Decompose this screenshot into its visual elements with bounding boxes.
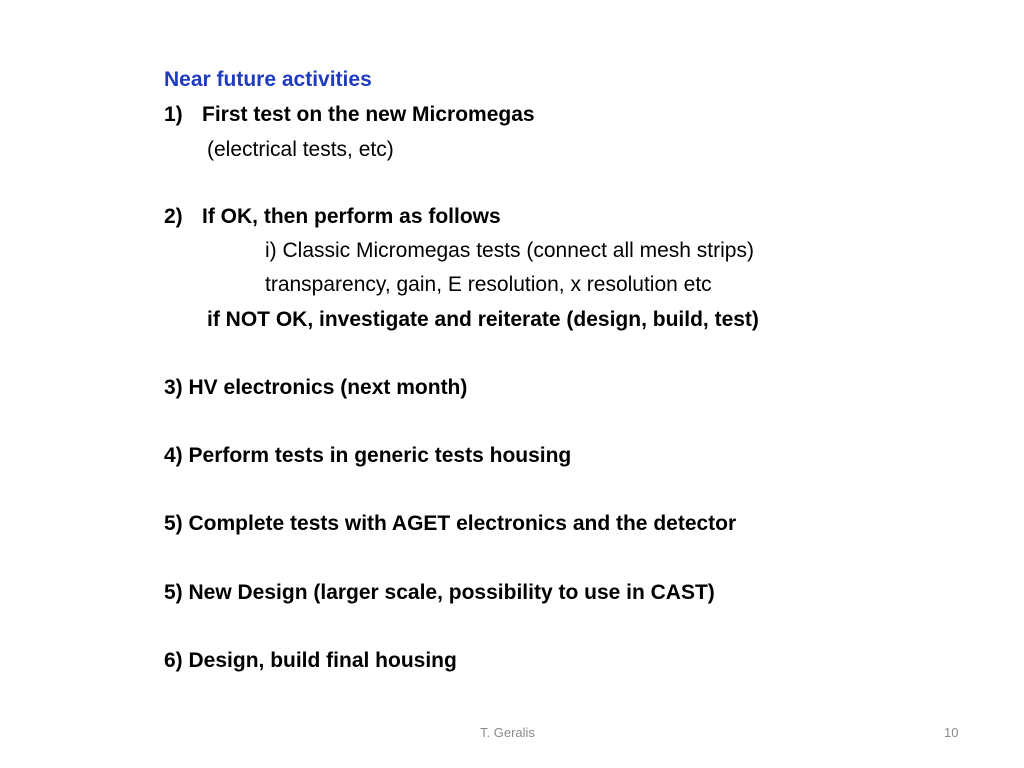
list-item-2-number: 2) xyxy=(164,205,183,228)
list-item-6: 6) Design, build final housing xyxy=(164,649,457,672)
list-item-3: 3) HV electronics (next month) xyxy=(164,376,468,399)
list-item-2-text: If OK, then perform as follows xyxy=(202,205,501,228)
list-item-2-subtext-2: transparency, gain, E resolution, x resolution etc xyxy=(265,273,712,296)
list-item-5a: 5) Complete tests with AGET electronics and the detector xyxy=(164,512,737,535)
list-item-1-subtext: (electrical tests, etc) xyxy=(207,138,394,161)
list-item-1 xyxy=(164,101,535,129)
list-item-4: 4) Perform tests in generic tests housing xyxy=(164,444,572,467)
list-item-2-subtext-1: i) Classic Micromegas tests (connect all mesh strips) xyxy=(265,239,754,262)
footer-author: T. Geralis xyxy=(480,725,535,740)
list-item-1-number: 1) xyxy=(164,103,183,126)
list-item-2 xyxy=(164,203,501,231)
footer-page-number: 10 xyxy=(944,725,959,740)
slide-heading: Near future activities xyxy=(164,68,372,91)
list-item-1-text: First test on the new Micromegas xyxy=(202,103,535,126)
list-item-5b: 5) New Design (larger scale, possibility to use in CAST) xyxy=(164,581,715,604)
list-item-2-subtext-3: if NOT OK, investigate and reiterate (design, build, test) xyxy=(207,308,759,331)
